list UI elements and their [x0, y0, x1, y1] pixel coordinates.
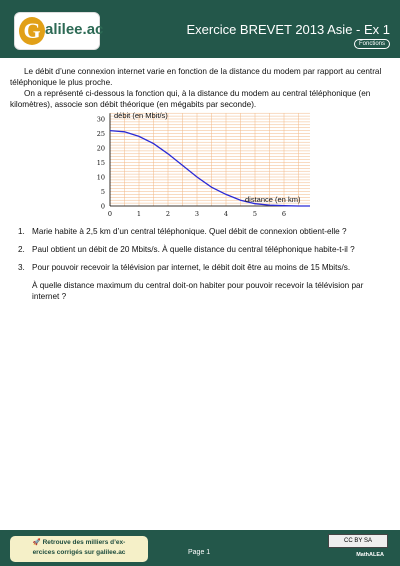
promo-box[interactable]	[10, 536, 148, 562]
intro-paragraph-2: On a représenté ci-dessous la fonction qui, à la distance du modem au central téléphonique (en kilomètres), associe son débit théorique (en mégabits par seconde).	[10, 89, 371, 109]
rocket-icon: 🚀	[32, 539, 43, 546]
cc-license-badge[interactable]: CC BY SA	[328, 534, 388, 548]
y-tick-label: 30	[96, 115, 105, 124]
logo-text: alilee.ac	[45, 21, 104, 38]
x-axis-label: distance (en km)	[245, 195, 301, 204]
intro-paragraph-1: Le débit d’une connexion internet varie en fonction de la distance du modem par rapport au central téléphonique le plus proche.	[10, 67, 382, 87]
page-number: Page 1	[188, 549, 211, 556]
x-tick-label: 3	[194, 210, 200, 218]
x-tick-label: 2	[165, 210, 171, 218]
question-3	[18, 262, 388, 302]
question-subtext: À quelle distance maximum du central doit-on habiter pour pouvoir recevoir la télévision par internet ?	[32, 281, 364, 301]
topic-badge: Fonctions	[354, 39, 390, 49]
galilee-logo[interactable]	[14, 12, 104, 50]
intro-text	[10, 66, 390, 110]
questions-list	[18, 226, 388, 309]
question-2	[18, 244, 388, 255]
question-text: Marie habite à 2,5 km d’un central téléphonique. Quel débit de connexion obtient-elle ?	[32, 227, 347, 236]
mathalea-brand: MathALEA	[356, 552, 384, 558]
y-tick-label: 20	[96, 144, 105, 153]
y-tick-label: 10	[96, 173, 105, 182]
question-number: 2.	[18, 245, 25, 254]
debit-chart	[80, 108, 310, 223]
y-tick-label: 0	[100, 202, 105, 211]
logo-g-icon: G	[19, 17, 45, 45]
y-tick-label: 15	[96, 159, 105, 167]
x-tick-label: 6	[281, 210, 287, 218]
y-axis-label: débit (en Mbit/s)	[114, 111, 168, 120]
y-tick-label: 25	[96, 130, 105, 138]
question-text: Paul obtient un débit de 20 Mbits/s. À quelle distance du central téléphonique habite-t-il ?	[32, 245, 355, 254]
x-tick-label: 5	[252, 210, 258, 218]
exercise-title: Exercice BREVET 2013 Asie - Ex 1	[186, 22, 390, 37]
question-number: 1.	[18, 227, 25, 236]
question-number: 3.	[18, 263, 25, 272]
question-text: Pour pouvoir recevoir la télévision par internet, le débit doit être au moins de 15 Mbits/s.	[32, 263, 351, 272]
promo-line-1: 🚀 Retrouve des milliers d’ex-	[32, 539, 126, 546]
promo-line-2: ercices corrigés sur galilee.ac	[32, 549, 126, 556]
x-tick-label: 4	[223, 210, 229, 218]
x-tick-label: 1	[136, 210, 142, 218]
x-tick-label: 0	[107, 210, 113, 218]
header-bar	[0, 0, 400, 58]
y-tick-label: 5	[100, 188, 105, 196]
chart-grid	[110, 113, 310, 206]
question-1	[18, 226, 388, 237]
